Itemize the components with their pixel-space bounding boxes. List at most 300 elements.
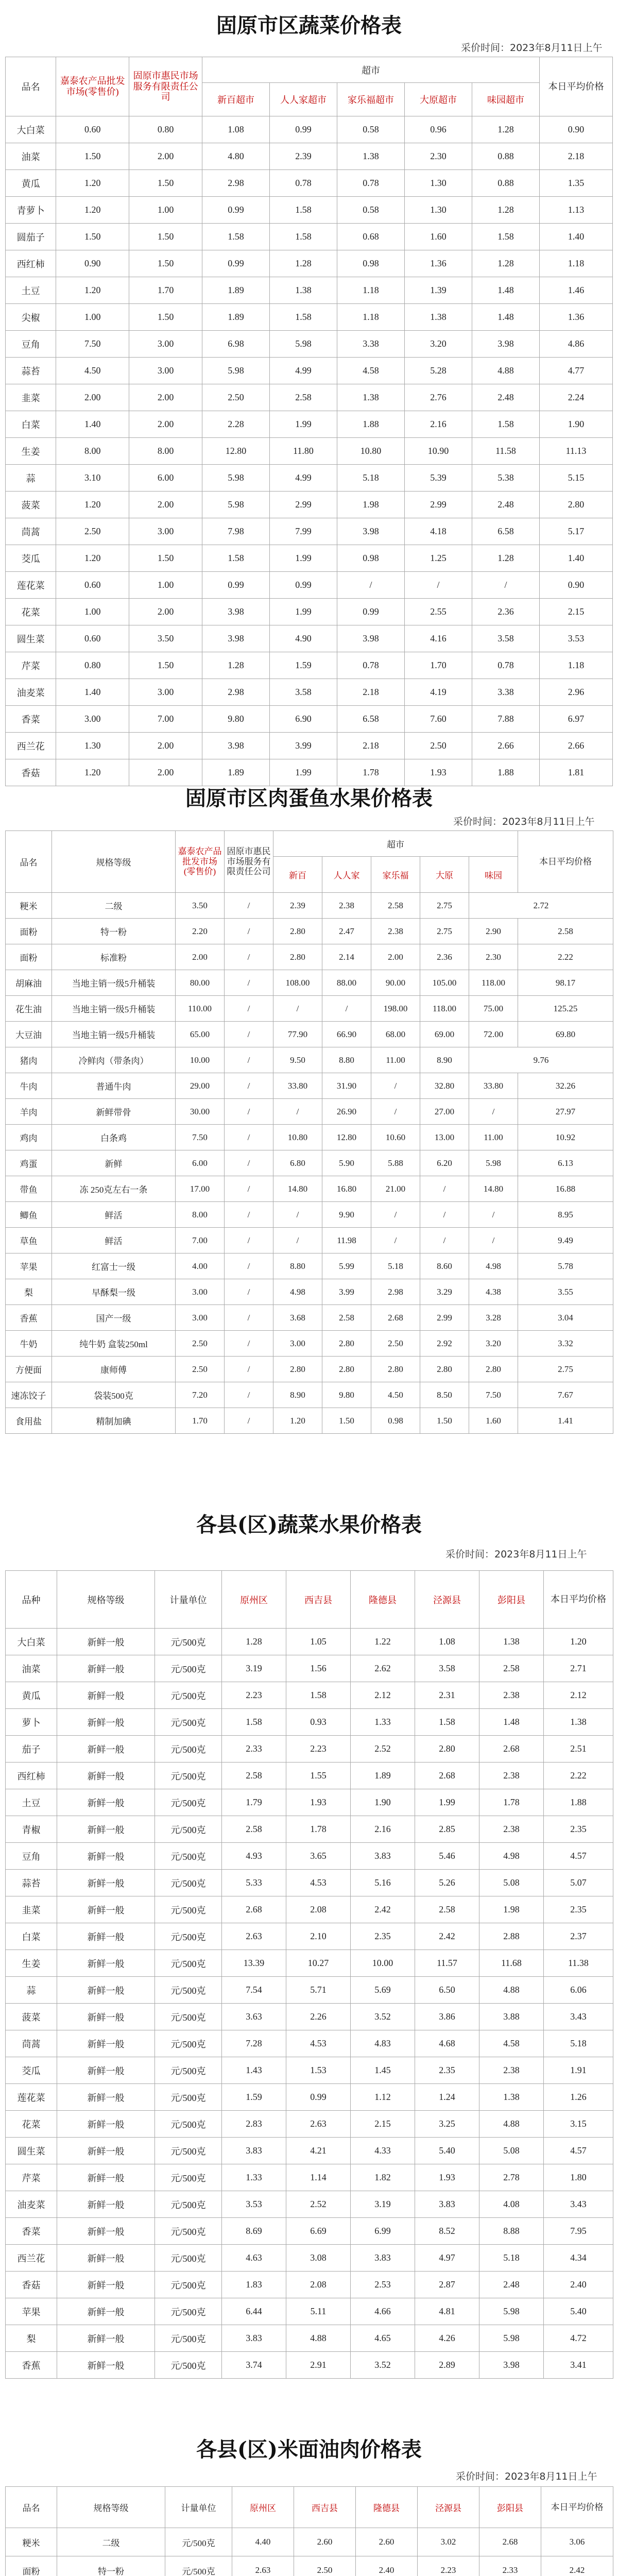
price-cell: / <box>225 893 273 919</box>
price-cell: 1.50 <box>56 143 129 170</box>
price-cell: 4.34 <box>544 2245 613 2272</box>
price-cell: 3.52 <box>351 2352 415 2379</box>
price-cell: 2.31 <box>415 1682 479 1709</box>
price-cell: 0.90 <box>540 572 613 599</box>
price-cell: 2.38 <box>479 1762 544 1789</box>
grain-oil-meat-section-counties <box>0 2426 618 2576</box>
price-cell: 5.08 <box>479 2138 544 2164</box>
price-cell: 0.90 <box>540 116 613 143</box>
product-name-cell: 牛肉 <box>6 1073 52 1099</box>
price-cell: 8.80 <box>322 1047 371 1073</box>
price-cell: / <box>273 996 322 1022</box>
price-cell: 10.80 <box>337 438 405 465</box>
table-row <box>6 277 613 304</box>
product-name-cell: 面粉 <box>6 944 52 970</box>
product-name-cell: 粳米 <box>6 893 52 919</box>
price-cell: 5.69 <box>351 1977 415 2004</box>
price-cell: / <box>225 1357 273 1382</box>
price-cell: 元/500克 <box>155 1629 222 1655</box>
price-cell: 元/500克 <box>155 1789 222 1816</box>
price-cell: / <box>225 1305 273 1331</box>
price-cell: 8.50 <box>420 1382 469 1408</box>
price-cell: 2.80 <box>540 492 613 518</box>
price-cell: 6.44 <box>222 2298 286 2325</box>
table-row <box>6 1950 613 1977</box>
price-cell: 7.00 <box>129 706 202 733</box>
price-cell: 3.83 <box>222 2138 286 2164</box>
price-cell: 5.98 <box>270 331 337 358</box>
price-cell: 2.75 <box>420 919 469 944</box>
price-cell: 元/500克 <box>155 2298 222 2325</box>
price-cell: / <box>420 1228 469 1253</box>
price-cell: 3.58 <box>472 625 539 652</box>
product-name-cell: 方便面 <box>6 1357 52 1382</box>
price-cell: 125.25 <box>518 996 613 1022</box>
price-cell: 3.58 <box>270 679 337 706</box>
price-cell: 3.41 <box>544 2352 613 2379</box>
price-cell: 5.07 <box>544 1870 613 1896</box>
price-cell: 新鲜一般 <box>57 1923 155 1950</box>
price-cell: 1.05 <box>286 1629 351 1655</box>
price-cell: 新鲜 <box>52 1150 176 1176</box>
price-cell: 新鲜一般 <box>57 1896 155 1923</box>
price-cell: 1.08 <box>202 116 270 143</box>
price-cell: 10.60 <box>371 1125 420 1150</box>
price-cell: 当地主销一级5升桶装 <box>52 970 176 996</box>
product-name-cell: 莲花菜 <box>6 2084 57 2111</box>
price-cell: 1.38 <box>337 384 405 411</box>
price-cell: 1.93 <box>415 2164 479 2191</box>
table-row <box>6 1382 613 1408</box>
price-cell: 10.90 <box>405 438 472 465</box>
price-cell: 1.18 <box>337 277 405 304</box>
price-cell: 1.89 <box>351 1762 415 1789</box>
price-cell: 77.90 <box>273 1022 322 1047</box>
price-cell: 1.93 <box>286 1789 351 1816</box>
table-row <box>6 996 613 1022</box>
table-row <box>6 545 613 572</box>
price-cell: 3.32 <box>518 1331 613 1357</box>
price-cell: / <box>225 1228 273 1253</box>
price-cell: 4.08 <box>479 2191 544 2218</box>
price-cell: 1.58 <box>202 545 270 572</box>
price-cell: 1.39 <box>405 277 472 304</box>
product-name-cell: 菠菜 <box>6 492 56 518</box>
product-name-cell: 白菜 <box>6 1923 57 1950</box>
price-cell: 1.30 <box>405 170 472 197</box>
table-row <box>6 970 613 996</box>
price-cell: 0.58 <box>337 197 405 224</box>
price-cell: 2.08 <box>286 2272 351 2298</box>
price-cell: 4.86 <box>540 331 613 358</box>
price-cell: 2.75 <box>518 1357 613 1382</box>
price-cell: 5.40 <box>544 2298 613 2325</box>
price-cell: 1.60 <box>405 224 472 250</box>
price-cell: 1.41 <box>518 1408 613 1434</box>
price-cell: 8.80 <box>273 1253 322 1279</box>
price-cell: 2.58 <box>322 1305 371 1331</box>
price-cell: 2.71 <box>544 1655 613 1682</box>
price-cell: 2.48 <box>472 492 539 518</box>
price-cell: 0.78 <box>472 652 539 679</box>
price-cell: / <box>225 1125 273 1150</box>
price-cell: 1.50 <box>129 170 202 197</box>
price-cell: 8.88 <box>479 2218 544 2245</box>
header-county-jingyuan: 泾源县 <box>418 2487 479 2528</box>
price-table <box>5 57 613 786</box>
price-cell: 4.88 <box>479 1977 544 2004</box>
price-cell: 2.00 <box>129 492 202 518</box>
price-cell: 11.58 <box>472 438 539 465</box>
price-cell: 2.63 <box>232 2556 294 2576</box>
price-cell: 1.99 <box>270 545 337 572</box>
price-cell: 1.58 <box>222 1709 286 1736</box>
price-cell: 4.16 <box>405 625 472 652</box>
price-cell: 1.38 <box>270 277 337 304</box>
price-cell: 12.80 <box>322 1125 371 1150</box>
price-cell: 2.58 <box>222 1762 286 1789</box>
table-row <box>6 250 613 277</box>
price-cell: 0.93 <box>286 1709 351 1736</box>
table-row <box>6 2556 613 2576</box>
price-cell: 1.58 <box>472 224 539 250</box>
price-cell: 2.15 <box>540 599 613 625</box>
price-cell: 3.68 <box>273 1305 322 1331</box>
table-row <box>6 1150 613 1176</box>
price-cell: 108.00 <box>273 970 322 996</box>
price-cell: 1.58 <box>202 224 270 250</box>
header-market-xinbai: 新百 <box>273 857 322 893</box>
price-cell: 6.99 <box>351 2218 415 2245</box>
header-supermarket-group: 超市 <box>273 831 518 857</box>
product-name-cell: 面粉 <box>6 919 52 944</box>
price-cell: 90.00 <box>371 970 420 996</box>
price-cell: 2.63 <box>286 2111 351 2138</box>
price-cell: 14.80 <box>273 1176 322 1202</box>
price-cell: 0.99 <box>202 572 270 599</box>
table-row <box>6 1099 613 1125</box>
price-cell: 7.50 <box>56 331 129 358</box>
price-cell: 1.43 <box>222 2057 286 2084</box>
price-cell: 0.60 <box>56 116 129 143</box>
price-cell: 1.48 <box>479 1709 544 1736</box>
price-cell: / <box>225 1073 273 1099</box>
price-cell: 0.80 <box>56 652 129 679</box>
price-cell: 1.45 <box>351 2057 415 2084</box>
price-cell: 7.28 <box>222 2030 286 2057</box>
product-name-cell: 大豆油 <box>6 1022 52 1047</box>
price-cell: 2.00 <box>129 384 202 411</box>
price-cell: 4.57 <box>544 1843 613 1870</box>
price-cell: 2.88 <box>479 1923 544 1950</box>
price-cell: 3.98 <box>337 625 405 652</box>
product-name-cell: 青椒 <box>6 1816 57 1843</box>
price-cell: 3.43 <box>544 2191 613 2218</box>
price-cell: 30.00 <box>176 1099 225 1125</box>
price-cell: 4.97 <box>415 2245 479 2272</box>
price-cell: 康师傅 <box>52 1357 176 1382</box>
collection-date: 采价时间：2023年8月11日上午 <box>456 2471 597 2482</box>
price-cell: 0.99 <box>202 250 270 277</box>
price-cell: 1.20 <box>56 545 129 572</box>
price-cell: 2.40 <box>356 2556 418 2576</box>
table-row <box>6 893 613 919</box>
price-cell: 3.98 <box>202 599 270 625</box>
header-county-pengyang: 彭阳县 <box>479 1571 544 1629</box>
price-cell: 6.50 <box>415 1977 479 2004</box>
price-cell: 元/500克 <box>165 2528 232 2556</box>
price-cell: 8.00 <box>129 438 202 465</box>
product-name-cell: 尖椒 <box>6 304 56 331</box>
price-cell: 元/500克 <box>155 2272 222 2298</box>
price-cell: 5.40 <box>415 2138 479 2164</box>
table-row <box>6 572 613 599</box>
price-cell: 元/500克 <box>155 1977 222 2004</box>
price-cell: 1.59 <box>222 2084 286 2111</box>
price-cell: 0.99 <box>202 197 270 224</box>
price-cell: 元/500克 <box>155 1736 222 1762</box>
price-cell: 新鲜一般 <box>57 1762 155 1789</box>
price-cell: 2.58 <box>371 893 420 919</box>
price-cell: 2.16 <box>351 1816 415 1843</box>
price-cell: 1.93 <box>405 759 472 786</box>
price-cell: 4.90 <box>270 625 337 652</box>
table-row <box>6 224 613 250</box>
price-cell: / <box>371 1099 420 1125</box>
price-cell: 2.63 <box>222 1923 286 1950</box>
price-cell: 元/500克 <box>155 1950 222 1977</box>
table-row <box>6 706 613 733</box>
price-cell: 1.38 <box>544 1709 613 1736</box>
price-cell: 1.99 <box>270 411 337 438</box>
price-cell: 0.99 <box>270 116 337 143</box>
price-cell: 7.98 <box>202 518 270 545</box>
price-cell: 2.42 <box>351 1896 415 1923</box>
table-row <box>6 944 613 970</box>
price-cell: 1.78 <box>286 1816 351 1843</box>
price-cell: 2.80 <box>273 1357 322 1382</box>
price-cell: / <box>225 1202 273 1228</box>
price-cell: 2.00 <box>129 143 202 170</box>
price-cell: / <box>225 1408 273 1434</box>
price-cell: 1.40 <box>540 545 613 572</box>
product-name-cell: 萝卜 <box>6 1709 57 1736</box>
product-name-cell: 菠菜 <box>6 2004 57 2030</box>
price-cell: 2.98 <box>371 1279 420 1305</box>
price-cell: 2.23 <box>286 1736 351 1762</box>
price-cell: 2.68 <box>479 1736 544 1762</box>
product-name-cell: 油麦菜 <box>6 679 56 706</box>
price-cell: 98.17 <box>518 970 613 996</box>
price-cell: 4.63 <box>222 2245 286 2272</box>
price-cell: 5.28 <box>405 358 472 384</box>
product-name-cell: 带鱼 <box>6 1176 52 1202</box>
price-cell: 元/500克 <box>165 2556 232 2576</box>
price-cell: 5.99 <box>322 1253 371 1279</box>
price-cell: 4.38 <box>469 1279 518 1305</box>
table-row <box>6 1736 613 1762</box>
product-name-cell: 草鱼 <box>6 1228 52 1253</box>
price-cell: 2.18 <box>540 143 613 170</box>
table-row <box>6 411 613 438</box>
price-cell: 65.00 <box>176 1022 225 1047</box>
price-cell: 1.28 <box>222 1629 286 1655</box>
price-cell: 8.95 <box>518 1202 613 1228</box>
price-cell: 4.50 <box>371 1382 420 1408</box>
price-cell: 2.98 <box>202 679 270 706</box>
price-cell: / <box>420 1176 469 1202</box>
price-cell: 4.53 <box>286 1870 351 1896</box>
table-row <box>6 2004 613 2030</box>
price-cell: 3.99 <box>322 1279 371 1305</box>
price-cell: 0.96 <box>405 116 472 143</box>
product-name-cell: 茄子 <box>6 1736 57 1762</box>
price-cell: 5.98 <box>202 492 270 518</box>
price-cell: 2.80 <box>371 1357 420 1382</box>
price-cell: 1.58 <box>270 224 337 250</box>
price-cell: 2.58 <box>222 1816 286 1843</box>
header-unit: 计量单位 <box>155 1571 222 1629</box>
price-cell: 3.08 <box>286 2245 351 2272</box>
table-row <box>6 384 613 411</box>
price-cell: 4.18 <box>405 518 472 545</box>
price-cell: 33.80 <box>469 1073 518 1099</box>
price-cell: / <box>225 1099 273 1125</box>
table-row <box>6 331 613 358</box>
price-cell: 0.78 <box>337 170 405 197</box>
price-cell: 2.20 <box>176 919 225 944</box>
price-cell: 3.04 <box>518 1305 613 1331</box>
table-row <box>6 1357 613 1382</box>
price-cell: 3.20 <box>405 331 472 358</box>
table-row <box>6 2084 613 2111</box>
price-cell: 33.80 <box>273 1073 322 1099</box>
price-cell: 5.15 <box>540 465 613 492</box>
table-row <box>6 518 613 545</box>
vegetable-price-section-city <box>0 0 618 777</box>
price-cell: 5.08 <box>479 1870 544 1896</box>
price-cell: 2.42 <box>415 1923 479 1950</box>
price-cell: / <box>225 1022 273 1047</box>
price-cell: 0.78 <box>337 652 405 679</box>
price-cell: 0.60 <box>56 572 129 599</box>
price-cell: 16.80 <box>322 1176 371 1202</box>
product-name-cell: 茭瓜 <box>6 545 56 572</box>
header-market-weiyuan: 味园 <box>469 857 518 893</box>
price-cell: 1.50 <box>420 1408 469 1434</box>
price-cell: 1.00 <box>129 197 202 224</box>
price-cell: 3.98 <box>479 2352 544 2379</box>
price-cell: 2.35 <box>415 2057 479 2084</box>
price-cell: 2.90 <box>469 919 518 944</box>
price-cell: 6.90 <box>270 706 337 733</box>
price-cell: 2.00 <box>56 384 129 411</box>
table-row <box>6 2030 613 2057</box>
price-cell: 4.88 <box>479 2111 544 2138</box>
price-cell: 0.78 <box>270 170 337 197</box>
price-cell: 4.81 <box>415 2298 479 2325</box>
price-cell: 1.89 <box>202 759 270 786</box>
price-cell: 0.99 <box>286 2084 351 2111</box>
product-name-cell: 西红柿 <box>6 1762 57 1789</box>
price-cell: 3.00 <box>129 358 202 384</box>
price-cell: 9.80 <box>202 706 270 733</box>
price-cell: 118.00 <box>469 970 518 996</box>
price-cell: 新鲜一般 <box>57 2057 155 2084</box>
price-cell: 2.39 <box>270 143 337 170</box>
price-cell: 2.58 <box>518 919 613 944</box>
price-cell: 4.00 <box>176 1253 225 1279</box>
table-row <box>6 2272 613 2298</box>
price-cell: 1.70 <box>405 652 472 679</box>
price-cell: 新鲜一般 <box>57 1870 155 1896</box>
price-cell: 新鲜一般 <box>57 2111 155 2138</box>
header-source-jiatai: 嘉泰农产品批发市场(零售价) <box>176 831 225 893</box>
price-cell: 3.74 <box>222 2352 286 2379</box>
price-cell: 11.57 <box>415 1950 479 1977</box>
table-row <box>6 1682 613 1709</box>
price-cell: 3.19 <box>351 2191 415 2218</box>
price-cell: 5.98 <box>479 2325 544 2352</box>
price-cell: 5.17 <box>540 518 613 545</box>
price-cell: 10.92 <box>518 1125 613 1150</box>
price-cell: 新鲜一般 <box>57 2352 155 2379</box>
product-name-cell: 蒜 <box>6 465 56 492</box>
price-cell: 1.58 <box>472 411 539 438</box>
price-cell: 2.12 <box>544 1682 613 1709</box>
table-row <box>6 197 613 224</box>
price-cell: 1.18 <box>540 250 613 277</box>
table-row <box>6 1977 613 2004</box>
price-cell: 2.50 <box>371 1331 420 1357</box>
price-cell: 1.18 <box>337 304 405 331</box>
product-name-cell: 生姜 <box>6 438 56 465</box>
price-cell: 元/500克 <box>155 1896 222 1923</box>
price-cell: 2.85 <box>415 1816 479 1843</box>
price-cell: 72.00 <box>469 1022 518 1047</box>
price-cell: 1.28 <box>270 250 337 277</box>
table-row <box>6 1789 613 1816</box>
price-cell: 2.47 <box>322 919 371 944</box>
table-row <box>6 116 613 143</box>
price-cell: 0.98 <box>337 545 405 572</box>
price-cell: 3.88 <box>479 2004 544 2030</box>
price-cell: 新鲜一般 <box>57 2004 155 2030</box>
section-title: 固原市区肉蛋鱼水果价格表 <box>185 786 433 810</box>
price-cell: 5.98 <box>202 465 270 492</box>
price-cell: 2.35 <box>351 1923 415 1950</box>
product-name-cell: 大白菜 <box>6 116 56 143</box>
price-cell: 4.98 <box>479 1843 544 1870</box>
price-cell: 1.48 <box>472 304 539 331</box>
price-cell: 2.22 <box>544 1762 613 1789</box>
price-cell: 2.75 <box>420 893 469 919</box>
table-row <box>6 2191 613 2218</box>
header-unit: 计量单位 <box>165 2487 232 2528</box>
price-cell: 1.81 <box>540 759 613 786</box>
price-cell: 新鲜一般 <box>57 1655 155 1682</box>
price-cell: 元/500克 <box>155 2245 222 2272</box>
price-cell: 8.00 <box>176 1202 225 1228</box>
price-cell: 2.16 <box>405 411 472 438</box>
price-cell: 2.50 <box>405 733 472 759</box>
price-cell: 9.49 <box>518 1228 613 1253</box>
price-cell: 2.18 <box>337 679 405 706</box>
price-cell: 二级 <box>52 893 176 919</box>
price-cell: 105.00 <box>420 970 469 996</box>
table-row <box>6 1073 613 1099</box>
vegetable-fruit-section-counties <box>0 1493 618 2426</box>
